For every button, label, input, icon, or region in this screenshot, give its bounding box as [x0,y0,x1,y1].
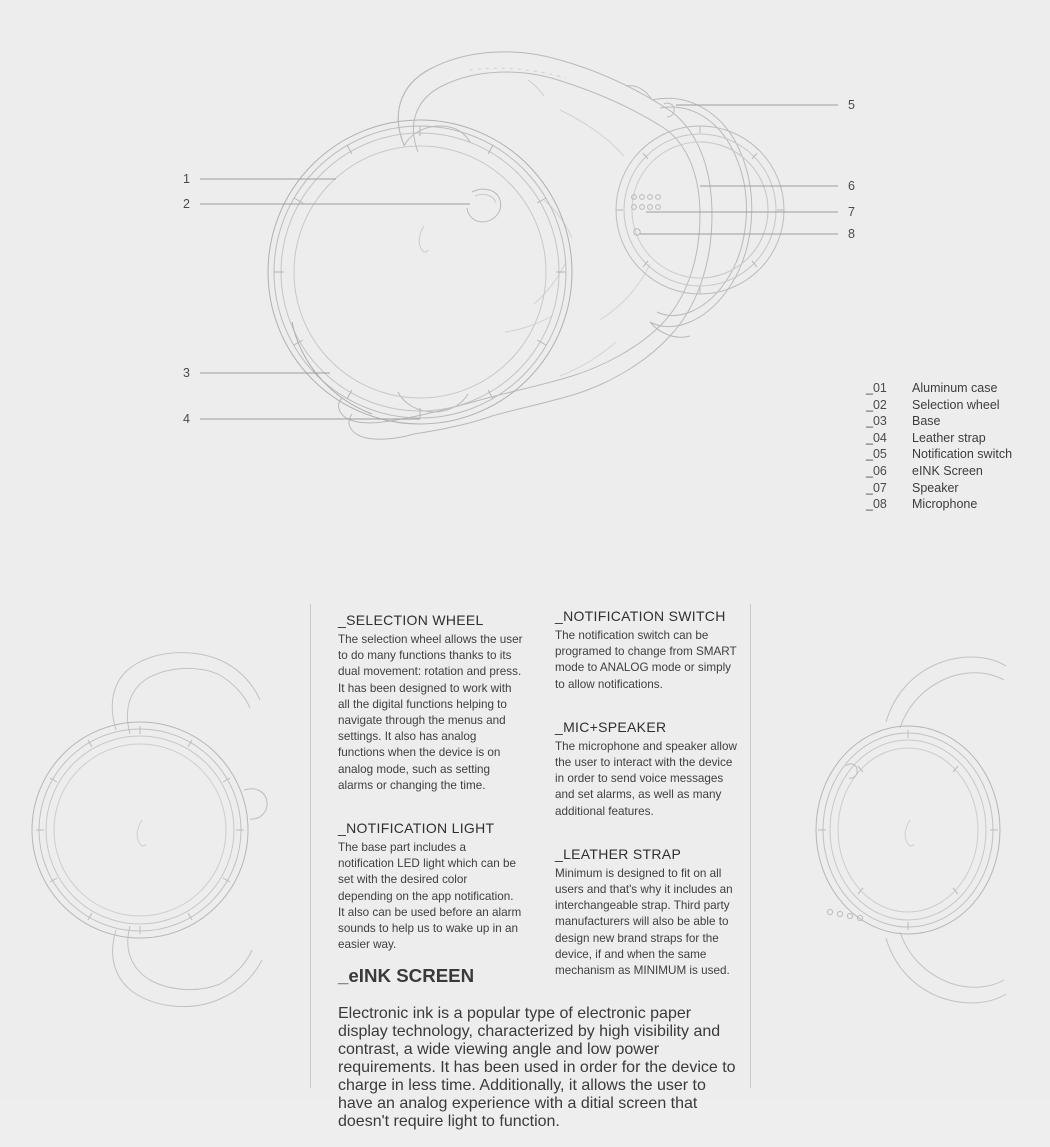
callout-number-7: 7 [848,205,856,219]
feature-notification-switch [555,608,737,693]
feature-title: _SELECTION WHEEL [338,612,484,628]
feature-title: _MIC+SPEAKER [555,718,667,735]
feature-body: The microphone and speaker allow the user to interact with the device in order to send voice messages and set alarms, as well as many additional features. [555,739,737,818]
legend-number: _02 [866,397,887,412]
legend-item [866,413,1012,430]
callout-number-6: 6 [848,179,856,193]
legend-label: Notification switch [912,447,1013,462]
feature-body: Minimum is designed to fit on all users and that's why it includes an interchangeable strap. Third party manufacturers will also be able to design new brand straps for the device, if and when the same mechanism as MINIMUM is used. [555,866,733,978]
legend-item [866,463,1012,480]
legend-number: _07 [866,480,887,495]
parts-legend [866,380,1012,513]
legend-item [866,496,1012,513]
legend-item [866,397,1012,414]
watch-side-view-illustration [790,630,1040,1035]
feature-body: The selection wheel allows the user to do many functions thanks to its dual movement: rotation and press. It has been designed to work with all the digital functions helping to navigate through the menus and settings. It also has analog functions when the device is on analog mode, such as setting alarms or changing the time. [338,633,523,792]
feature-details-section [0,560,1050,1131]
callout-number-8: 8 [848,227,856,241]
legend-label: eINK Screen [912,463,983,478]
legend-label: Speaker [912,480,959,495]
legend-label: Microphone [912,497,978,512]
feature-body: The notification switch can be programed to change from SMART mode to ANALOG mode or simply to allow notifications. [555,629,737,691]
feature-mic-speaker [555,719,737,820]
callout-number-5: 5 [848,98,856,112]
legend-item [866,430,1012,447]
callout-number-2: 2 [183,197,191,211]
legend-number: _08 [866,497,887,512]
feature-body: Electronic ink is a popular type of electronic paper display technology, characterized by high visibility and contrast, a wide viewing angle and low power requirements. It has been used in order for the device to charge in less time. Additionally, it allows the user to have an analog experience with a ditial screen that doesn't require light to function. [338,1005,736,1131]
callout-number-3: 3 [183,366,191,380]
feature-title: _LEATHER STRAP [555,845,682,862]
legend-number: _03 [866,414,887,429]
legend-number: _01 [866,381,887,395]
legend-number: _04 [866,430,887,445]
feature-column-left [338,612,523,979]
feature-eink-screen [338,946,738,1147]
divider-right [750,604,751,1088]
feature-notification-light [338,820,523,953]
feature-selection-wheel [338,612,523,794]
legend-number: _06 [866,463,887,478]
legend-label: Leather strap [912,430,986,445]
feature-title: _NOTIFICATION SWITCH [555,608,726,624]
legend-label: Aluminum case [912,381,998,395]
callout-number-1: 1 [183,172,191,186]
legend-number: _05 [866,447,887,462]
legend-label: Selection wheel [912,397,1000,412]
feature-title: _eINK SCREEN [338,964,475,986]
legend-label: Base [912,414,941,429]
watch-front-view-illustration [20,630,300,1035]
legend-item [866,446,1012,463]
feature-title: _NOTIFICATION LIGHT [338,820,495,837]
legend-item [866,480,1012,497]
legend-item [866,380,1012,397]
feature-body: The base part includes a notification LED light which can be set with the desired color depending on the app notification. It also can be used before an alarm sounds to help us to wake up in an easier way. [338,841,522,952]
divider-left [310,604,311,1088]
callout-number-4: 4 [183,412,191,426]
